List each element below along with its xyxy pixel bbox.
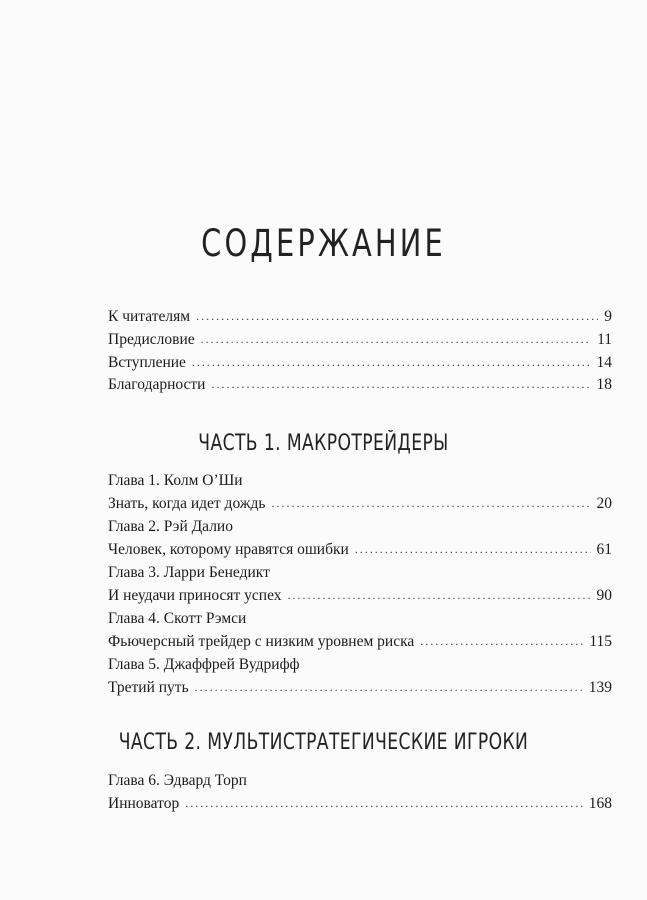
toc-entry-page: 168 xyxy=(588,795,612,812)
chapter-title: Глава 5. Джаффрей Вудрифф xyxy=(108,656,300,673)
chapter-title: Глава 4. Скотт Рэмси xyxy=(108,610,247,627)
toc-entry-label: Вступление xyxy=(108,354,186,371)
toc-entry-page: 139 xyxy=(588,679,612,696)
dot-leader xyxy=(420,630,583,652)
part-heading: ЧАСТЬ 1. МАКРОТРЕЙДЕРЫ xyxy=(198,431,449,456)
page-title: СОДЕРЖАНИЕ xyxy=(201,222,446,265)
chapter-title: Глава 1. Колм О’Ши xyxy=(108,472,243,489)
dot-leader xyxy=(185,792,583,814)
chapter-subtitle: Человек, которому нравятся ошибки xyxy=(108,541,349,558)
toc-entry-page: 61 xyxy=(596,541,612,558)
dot-leader xyxy=(195,676,583,698)
dot-leader xyxy=(355,538,591,560)
toc-entry-page: 115 xyxy=(589,633,612,650)
chapter-subtitle: И неудачи приносят успех xyxy=(108,587,282,604)
dot-leader xyxy=(196,305,598,327)
chapter-subtitle: Фьючерсный трейдер с низким уровнем риска xyxy=(108,633,415,650)
toc-entry xyxy=(108,539,612,561)
toc-entry xyxy=(108,585,612,607)
toc-entry-page: 20 xyxy=(596,495,612,512)
dot-leader xyxy=(201,328,591,350)
toc-entry xyxy=(108,493,612,515)
toc-entry-page: 9 xyxy=(604,308,612,325)
toc-entry xyxy=(108,306,612,328)
part-heading: ЧАСТЬ 2. МУЛЬТИСТРАТЕГИЧЕСКИЕ ИГРОКИ xyxy=(118,730,529,755)
toc-entry-page: 14 xyxy=(596,354,612,371)
chapter-subtitle: Третий путь xyxy=(108,679,189,696)
toc-entry-label: Предисловие xyxy=(108,331,195,348)
toc-entry xyxy=(108,677,612,699)
toc-entry xyxy=(108,793,612,815)
toc-entry-label: Благодарности xyxy=(108,376,206,393)
chapter-title: Глава 2. Рэй Далио xyxy=(108,518,233,535)
chapter-subtitle: Знать, когда идет дождь xyxy=(108,495,266,512)
dot-leader xyxy=(192,351,591,373)
chapter-title: Глава 3. Ларри Бенедикт xyxy=(108,564,270,581)
toc-entry-page: 18 xyxy=(596,376,612,393)
toc-entry xyxy=(108,329,612,351)
toc-entry-label: К читателям xyxy=(108,308,191,325)
toc-entry-page: 90 xyxy=(596,587,612,604)
dot-leader xyxy=(271,492,590,514)
dot-leader xyxy=(211,373,590,395)
toc-entry xyxy=(108,631,612,653)
toc-entry xyxy=(108,374,612,396)
chapter-subtitle: Инноватор xyxy=(108,795,180,812)
toc-entry xyxy=(108,352,612,374)
dot-leader xyxy=(288,584,591,606)
toc-entry-page: 11 xyxy=(597,331,612,348)
chapter-title: Глава 6. Эдвард Торп xyxy=(108,772,247,789)
